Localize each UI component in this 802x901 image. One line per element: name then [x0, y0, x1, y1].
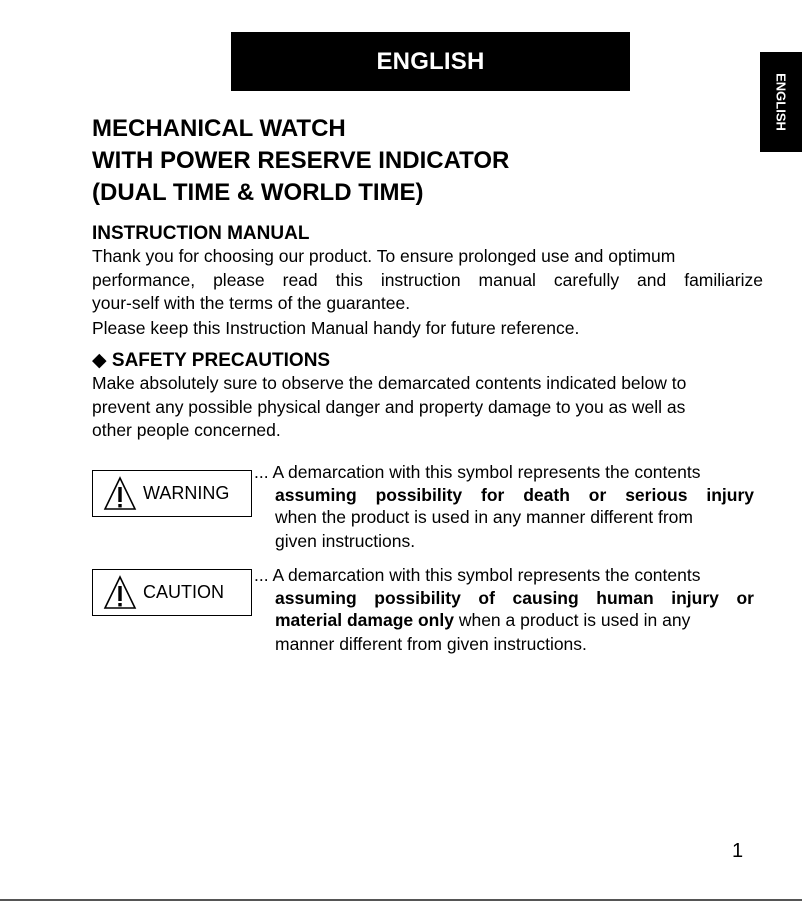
diamond-bullet-icon: ◆: [92, 350, 107, 371]
language-side-tab: [760, 52, 802, 152]
caution-line-3: [275, 610, 754, 630]
intro-line-3: your-self with the terms of the guarantee.: [92, 293, 411, 313]
title-line-3: (DUAL TIME & WORLD TIME): [92, 179, 424, 206]
safety-precautions-section: [92, 350, 763, 440]
warning-label: WARNING: [143, 483, 230, 503]
caution-symbol-box: [92, 569, 252, 616]
warning-line-3: when the product is used in any manner different from: [275, 507, 693, 527]
safety-line-3: other people concerned.: [92, 420, 281, 440]
caution-line-2: assuming possibility of causing human injury or: [275, 588, 754, 608]
warning-symbol-box: [92, 470, 252, 517]
caution-line-1: ... A demarcation with this symbol represents the contents: [254, 565, 701, 585]
title-line-2: WITH POWER RESERVE INDICATOR: [92, 147, 510, 174]
caution-line-3-rest: when a product is used in any: [453, 610, 691, 630]
safety-line-2: prevent any possible physical danger and property damage to you as well as: [92, 397, 686, 417]
caution-triangle-icon: [103, 575, 137, 611]
safety-heading: [92, 350, 763, 372]
intro-line-4: Please keep this Instruction Manual handy for future reference.: [92, 318, 580, 338]
page-number: 1: [732, 840, 744, 862]
instruction-manual-heading: INSTRUCTION MANUAL: [92, 223, 310, 244]
language-banner-text: ENGLISH: [376, 47, 485, 75]
intro-line-1: Thank you for choosing our product. To ensure prolonged use and optimum: [92, 246, 676, 266]
warning-line-4: given instructions.: [275, 531, 416, 551]
instruction-manual-section: [92, 223, 763, 343]
caution-label: CAUTION: [143, 582, 224, 602]
warning-line-2: assuming possibility for death or serious injury: [275, 485, 754, 505]
language-side-tab-text: ENGLISH: [773, 73, 789, 131]
language-banner: [231, 32, 630, 91]
intro-line-2: performance, please read this instruction manual carefully and familiarize: [92, 270, 763, 290]
safety-heading-text: SAFETY PRECAUTIONS: [111, 350, 331, 371]
safety-line-1: Make absolutely sure to observe the demarcated contents indicated below to: [92, 373, 687, 393]
title-line-1: MECHANICAL WATCH: [92, 115, 346, 142]
document-title: [92, 113, 752, 209]
warning-line-1: ... A demarcation with this symbol represents the contents: [254, 462, 701, 482]
caution-line-3-bold: material damage only: [275, 610, 454, 630]
caution-line-4: manner different from given instructions.: [275, 634, 587, 654]
caution-description: [254, 564, 754, 658]
warning-triangle-icon: [103, 476, 137, 512]
warning-description: [254, 461, 754, 555]
